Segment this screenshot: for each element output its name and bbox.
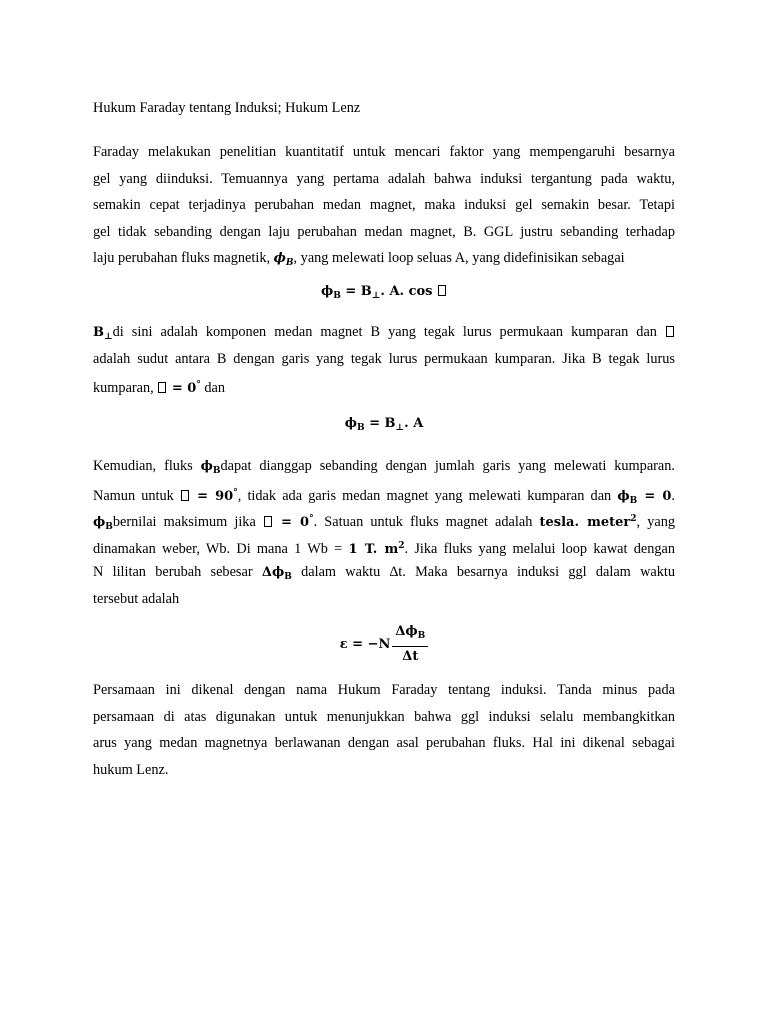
paragraph-intro bbox=[93, 139, 675, 272]
math-text: . A bbox=[404, 416, 424, 431]
math-text: = 0 bbox=[167, 381, 197, 397]
perp-subscript: ⊥ bbox=[104, 332, 113, 342]
text-run: laju perubahan fluks magnetik, bbox=[93, 250, 271, 267]
phi-symbol: ϕ bbox=[200, 459, 213, 474]
b-symbol: B bbox=[93, 325, 104, 340]
missing-glyph-icon bbox=[666, 326, 674, 337]
degree-sign: ° bbox=[233, 487, 238, 498]
math-text: . A. cos bbox=[380, 284, 438, 299]
math-symbol bbox=[93, 515, 113, 533]
subscript: B bbox=[333, 291, 341, 301]
text-run: bernilai maksimum jika bbox=[112, 514, 256, 531]
superscript: 2 bbox=[398, 540, 405, 551]
math-expression bbox=[190, 489, 238, 504]
unit-expression bbox=[540, 515, 637, 530]
equation-faraday-law bbox=[93, 624, 675, 665]
paragraph-line bbox=[93, 319, 675, 346]
text-run: N lilitan berubah sebesar bbox=[93, 564, 253, 581]
subscript: B bbox=[417, 631, 426, 641]
subscript: B bbox=[285, 258, 294, 269]
paragraph-line: Persamaan ini dikenal dengan nama Hukum Faraday tentang induksi. Tanda minus pada bbox=[93, 682, 675, 698]
paragraph-line bbox=[93, 245, 675, 272]
perp-subscript: ⊥ bbox=[395, 423, 405, 433]
fraction bbox=[392, 624, 428, 665]
text-run: , tidak ada garis medan magnet yang melewati kumparan dan bbox=[237, 487, 612, 504]
math-text: = 0 bbox=[272, 515, 310, 531]
paragraph-line bbox=[93, 559, 675, 586]
text-run: kumparan, bbox=[93, 380, 154, 397]
equation-flux-perpendicular bbox=[93, 416, 675, 433]
missing-glyph-icon bbox=[438, 285, 446, 296]
delta-phi-symbol: Δϕ bbox=[261, 565, 285, 581]
math-symbol bbox=[261, 565, 292, 583]
text-run: . bbox=[671, 487, 675, 504]
math-symbol bbox=[93, 325, 113, 340]
superscript: 2 bbox=[630, 514, 637, 525]
phi-symbol: ϕ bbox=[93, 515, 106, 531]
text-run: dinamakan weber, Wb. Di mana 1 Wb = bbox=[93, 540, 343, 557]
paragraph-line: gel yang diinduksi. Temuannya yang pertama adalah bahwa induksi tergantung pada waktu, bbox=[93, 170, 675, 187]
text-run: . Satuan untuk fluks magnet adalah bbox=[313, 514, 533, 531]
phi-symbol: ϕ bbox=[617, 488, 630, 504]
paragraph-line: gel tidak sebanding dengan laju perubahan medan magnet, B. GGL justru sebanding terhadap bbox=[93, 223, 675, 240]
paragraph-line bbox=[93, 506, 675, 533]
equation-flux-definition bbox=[93, 284, 675, 301]
math-text: 1 T. m bbox=[348, 541, 399, 557]
subscript: B bbox=[105, 522, 113, 533]
degree-sign: ° bbox=[309, 514, 314, 525]
math-text: ε = −N bbox=[339, 637, 391, 652]
subscript: B bbox=[212, 466, 221, 476]
math-symbol bbox=[201, 459, 221, 474]
math-text: = 0 bbox=[637, 488, 672, 504]
paragraph-line: Faraday melakukan penelitian kuantitatif untuk mencari faktor yang mempengaruhi besarnya bbox=[93, 144, 675, 160]
paragraph-line: adalah sudut antara B dengan garis yang tegak lurus permukaan kumparan. Jika B tegak lurus bbox=[93, 350, 675, 367]
text-run: . Jika fluks yang melalui loop kawat dengan bbox=[404, 540, 676, 557]
paragraph-line bbox=[93, 480, 675, 507]
paragraph-line bbox=[93, 533, 675, 560]
paragraph-line bbox=[93, 372, 675, 399]
text-run: Namun untuk bbox=[93, 487, 174, 504]
text-run: , yang melewati loop seluas A, yang didefinisikan sebagai bbox=[293, 250, 625, 267]
subscript: B bbox=[356, 423, 365, 433]
paragraph-line: persamaan di atas digunakan untuk menunjukkan bahwa ggl induksi selalu membangkitkan bbox=[93, 708, 675, 725]
phi-symbol: ϕ bbox=[344, 416, 357, 431]
missing-glyph-icon bbox=[158, 382, 166, 393]
math-text: = B bbox=[340, 284, 372, 299]
missing-glyph-icon bbox=[264, 516, 272, 527]
subscript: B bbox=[629, 495, 638, 506]
text-run: Kemudian, fluks bbox=[93, 458, 193, 474]
missing-glyph-icon bbox=[181, 490, 189, 501]
paragraph-flux-units bbox=[93, 453, 675, 613]
paragraph-perpendicular-component bbox=[93, 319, 675, 399]
text-run: dan bbox=[200, 380, 226, 397]
text-run: di sini adalah komponen medan magnet B yang tegak lurus permukaan kumparan dan bbox=[112, 324, 657, 340]
unit-expression bbox=[349, 542, 405, 557]
delta-phi-symbol: Δϕ bbox=[395, 624, 418, 639]
phi-symbol: ϕ bbox=[320, 284, 334, 299]
paragraph-line bbox=[93, 453, 675, 480]
paragraph-line: tersebut adalah bbox=[93, 590, 180, 607]
math-text: = B bbox=[364, 416, 396, 431]
subscript: B bbox=[284, 572, 292, 583]
math-symbol bbox=[273, 251, 294, 269]
phi-symbol: ϕ bbox=[273, 251, 286, 267]
text-run: dapat dianggap sebanding dengan jumlah garis yang melewati kumparan. bbox=[220, 458, 675, 474]
paragraph-line: arus yang medan magnetnya berlawanan dengan asal perubahan fluks. Hal ini dikenal sebagai bbox=[93, 735, 675, 752]
math-expression bbox=[617, 489, 671, 504]
text-run: , yang bbox=[636, 514, 676, 531]
paragraph-lenz bbox=[93, 677, 675, 783]
math-text: = 90 bbox=[190, 488, 234, 504]
degree-sign: ° bbox=[196, 380, 201, 391]
text-run: dalam waktu ∆t. Maka besarnya induksi ggl dalam waktu bbox=[301, 564, 676, 581]
math-expression bbox=[167, 381, 201, 396]
paragraph-line: hukum Lenz. bbox=[93, 761, 169, 778]
fraction-numerator bbox=[392, 624, 428, 647]
math-text: tesla. meter bbox=[539, 515, 631, 531]
paragraph-line: semakin cepat terjadinya perubahan medan magnet, maka induksi gel semakin besar. Tetapi bbox=[93, 197, 675, 214]
fraction-denominator: Δt bbox=[402, 649, 419, 664]
math-expression bbox=[273, 515, 314, 530]
perp-subscript: ⊥ bbox=[371, 291, 381, 301]
document-title: Hukum Faraday tentang Induksi; Hukum Lenz bbox=[93, 100, 361, 116]
